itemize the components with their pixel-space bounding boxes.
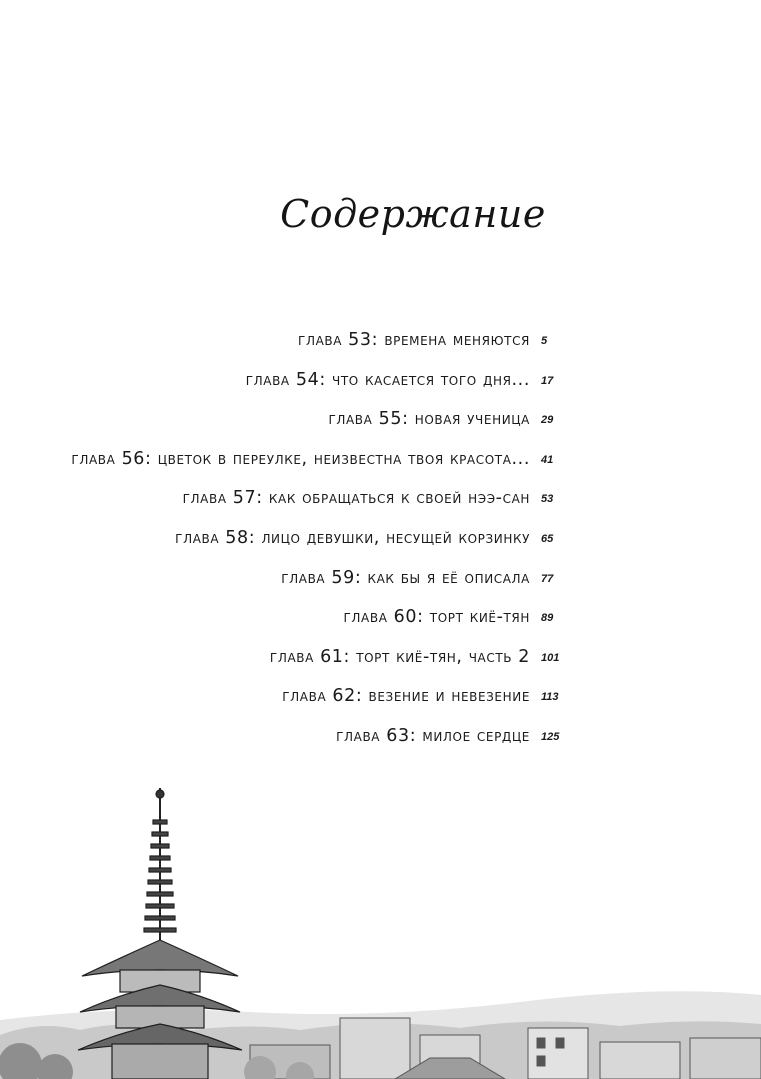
- page-number: 77: [541, 573, 554, 585]
- toc-entry[interactable]: [0, 647, 761, 681]
- chapter-title: глава 56: цветок в переулке, неизвестна твоя красота...: [71, 449, 530, 469]
- chapter-title: глава 58: лицо девушки, несущей корзинку: [175, 528, 530, 548]
- chapter-title: глава 63: милое сердце: [336, 726, 530, 746]
- page-number: 41: [541, 454, 554, 466]
- toc-entry[interactable]: [0, 726, 761, 760]
- page-number: 29: [541, 414, 554, 426]
- chapter-title: глава 59: как бы я её описала: [281, 568, 530, 588]
- toc-entry[interactable]: [0, 330, 761, 364]
- chapter-title: глава 57: как обращаться к своей нээ-сан: [182, 488, 530, 508]
- toc-entry[interactable]: [0, 528, 761, 562]
- page-title: Содержание: [280, 192, 546, 236]
- chapter-title: глава 62: везение и невезение: [282, 686, 530, 706]
- toc-entry[interactable]: [0, 370, 761, 404]
- page-number: 65: [541, 533, 554, 545]
- toc-entry[interactable]: [0, 488, 761, 522]
- chapter-title: глава 61: торт киё-тян, часть 2: [269, 647, 530, 667]
- page-number: 89: [541, 612, 554, 624]
- page-number: 113: [541, 691, 559, 703]
- toc-entry[interactable]: [0, 449, 761, 483]
- chapter-title: глава 55: новая ученица: [328, 409, 530, 429]
- toc-entry[interactable]: [0, 686, 761, 720]
- chapter-title: глава 54: что касается того дня...: [245, 370, 530, 390]
- toc-entry[interactable]: [0, 568, 761, 602]
- toc-entry[interactable]: [0, 607, 761, 641]
- chapter-title: глава 60: торт киё-тян: [343, 607, 530, 627]
- page-number: 17: [541, 375, 554, 387]
- toc-entry[interactable]: [0, 409, 761, 443]
- chapter-title: глава 53: времена меняются: [298, 330, 530, 350]
- page-number: 5: [541, 335, 548, 347]
- page-number: 125: [541, 731, 560, 743]
- page-number: 53: [541, 493, 554, 505]
- pagoda-cityscape-illustration: [0, 780, 761, 1079]
- page-number: 101: [541, 652, 560, 664]
